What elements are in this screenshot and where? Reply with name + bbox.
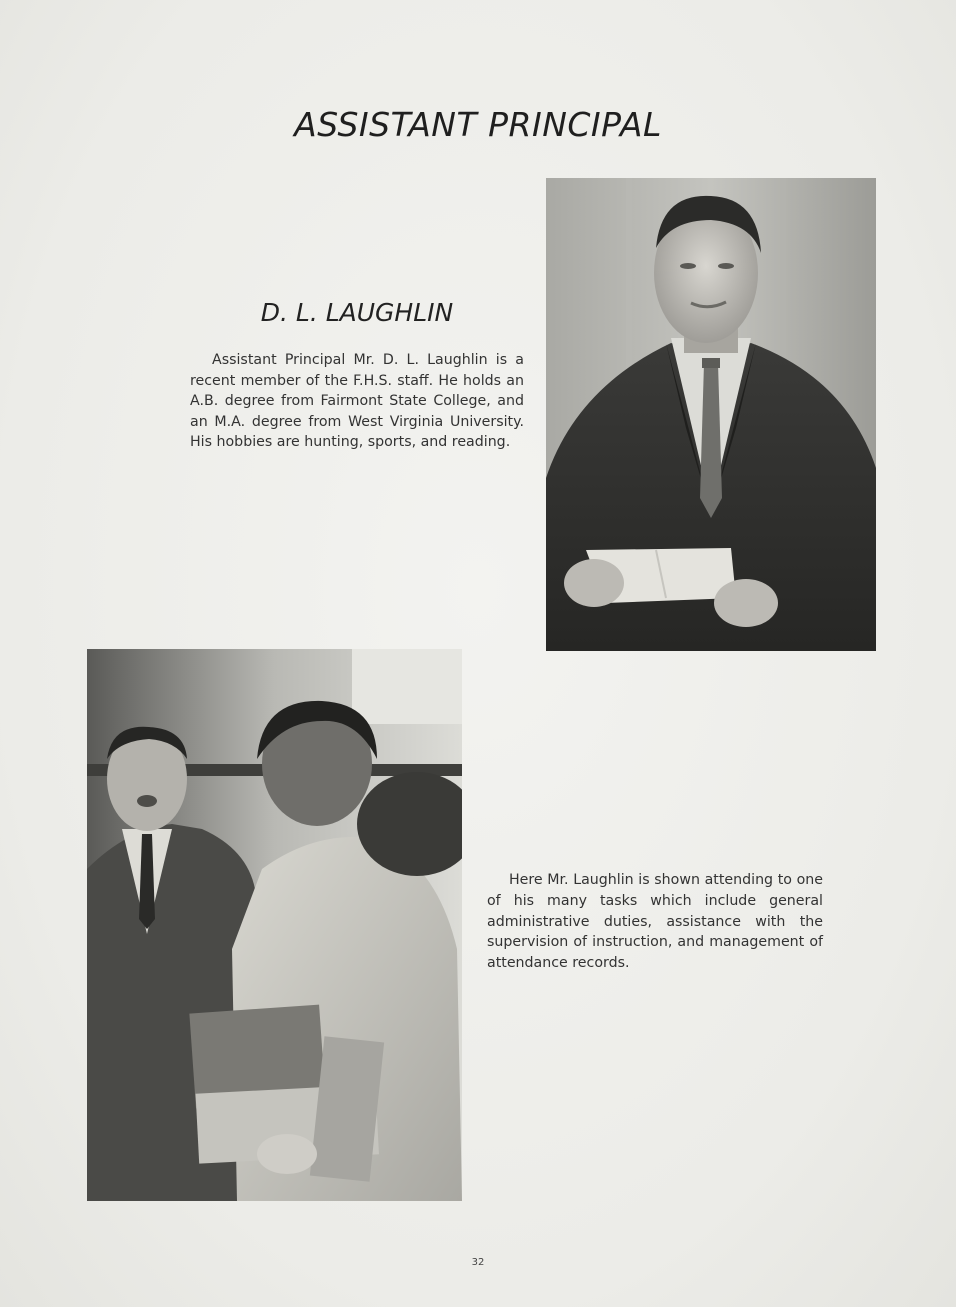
page-number: 32 xyxy=(471,1257,485,1268)
bio-paragraph: Assistant Principal Mr. D. L. Laughlin is a recent member of the F.H.S. staff. He holds an A.B. degree from Fairmont State College, and an M.A. degree from West Virginia University. His hobbies are hunting, sports, and reading. xyxy=(190,352,524,451)
hallway-photo-caption: Here Mr. Laughlin is shown attending to one of his many tasks which include general administrative duties, assistance with the supervision of instruction, and management of attendance records. xyxy=(487,872,823,972)
hallway-photo-graphic xyxy=(87,649,462,1201)
person-name: D. L. LAUGHLIN xyxy=(260,298,454,327)
portrait-photo xyxy=(546,178,876,651)
portrait-photo-graphic xyxy=(546,178,876,651)
hallway-photo xyxy=(87,649,462,1201)
page-title: ASSISTANT PRINCIPAL xyxy=(294,105,662,144)
